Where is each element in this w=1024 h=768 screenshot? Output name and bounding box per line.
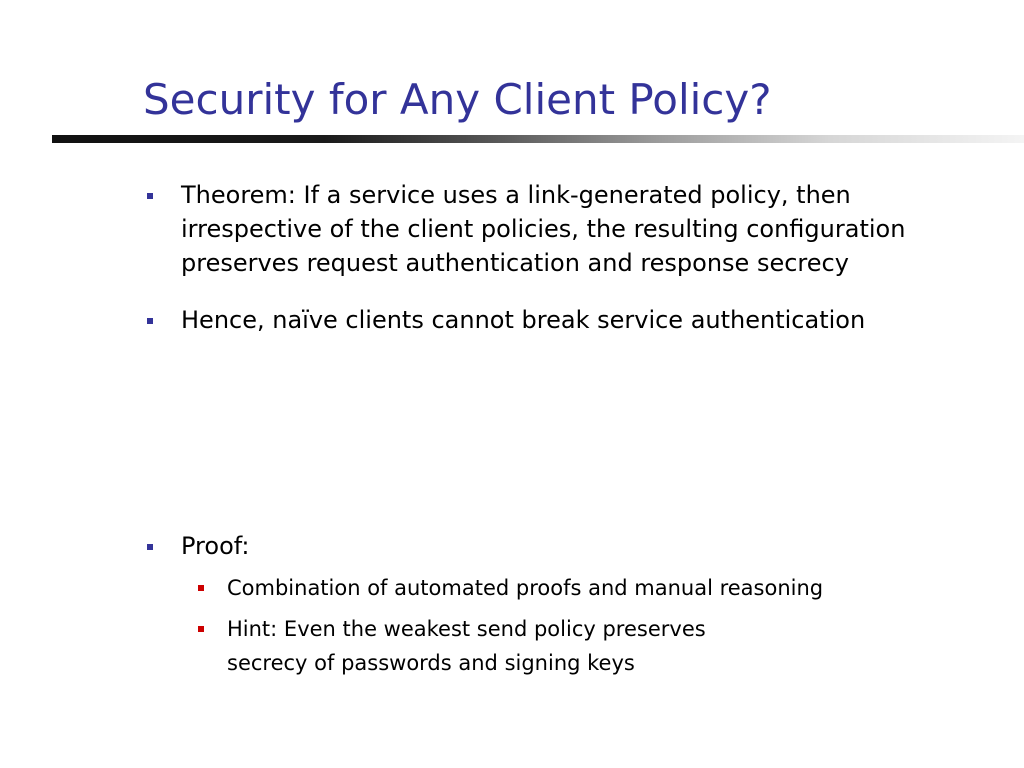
bullet-line: Proof: bbox=[181, 532, 250, 560]
bullet-item-proof bbox=[181, 529, 1011, 563]
square-bullet-icon bbox=[147, 544, 153, 550]
bullet-line: Hence, naïve clients cannot break service authentication bbox=[181, 306, 866, 334]
bullet-line: irrespective of the client policies, the resulting configuration bbox=[181, 215, 906, 243]
square-bullet-icon bbox=[147, 193, 153, 199]
bullet-item-hence bbox=[181, 303, 1011, 337]
sub-bullet-line: Combination of automated proofs and manual reasoning bbox=[227, 576, 824, 600]
sub-bullet-item-combination bbox=[227, 571, 1007, 605]
square-bullet-icon bbox=[147, 318, 153, 324]
square-bullet-icon bbox=[198, 626, 204, 632]
bullet-line: Theorem: If a service uses a link-generated policy, then bbox=[181, 181, 851, 209]
sub-bullet-item-hint bbox=[227, 612, 1007, 680]
bullet-item-theorem bbox=[181, 178, 1011, 280]
sub-bullet-line: Hint: Even the weakest send policy preserves bbox=[227, 617, 706, 641]
slide-title: Security for Any Client Policy? bbox=[143, 75, 772, 124]
square-bullet-icon bbox=[198, 585, 204, 591]
sub-bullet-line: secrecy of passwords and signing keys bbox=[227, 651, 635, 675]
bullet-line: preserves request authentication and response secrecy bbox=[181, 249, 849, 277]
